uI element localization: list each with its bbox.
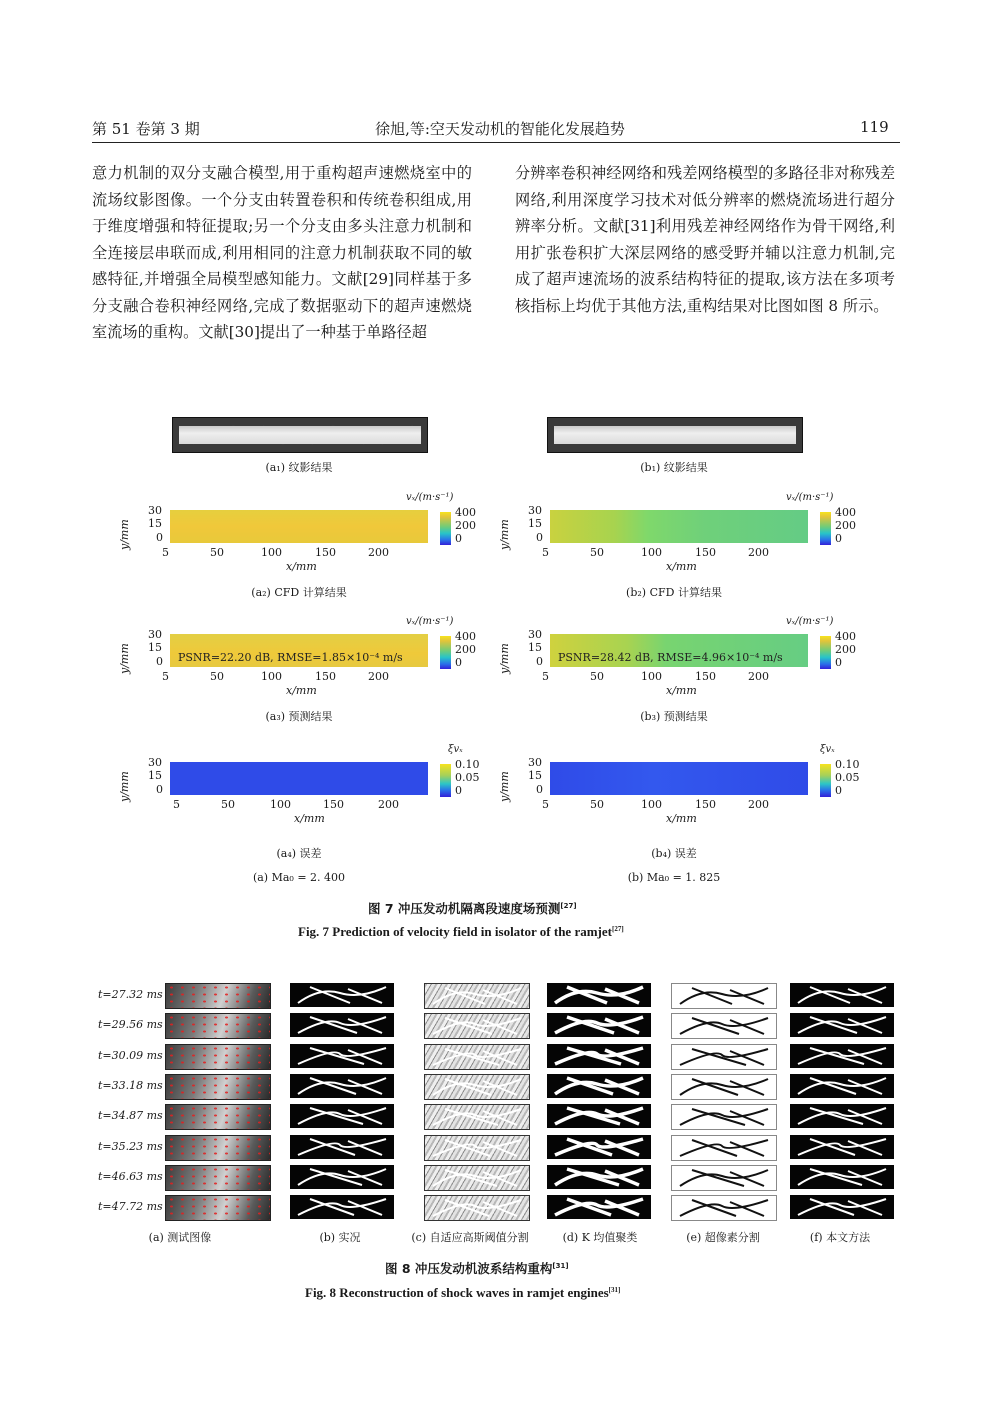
proposed-method-image [790,1044,894,1068]
kmeans-image [547,1135,651,1159]
column-label-gaussian: (c) 自适应高斯阈值分割 [411,1231,529,1244]
column-label-superpixel: (e) 超像素分割 [686,1231,760,1244]
y-tick: 0 [156,531,163,544]
y-tick: 30 [528,504,542,517]
y-tick: 0 [156,655,163,668]
right-column-text: 分辨率卷积神经网络和残差网络模型的多路径非对称残差网络,利用深度学习技术对低分辨率的燃烧流场进行超分辨率分析。文献[31]利用残差神经网络作为骨干网络,利用扩张卷积扩大深层网络的感受野并辅以注意力机制,完成了超声速流场的波系结构特征的提取,该方法在多项考核指标上均优于其他方法,重构结果对比图如图 8 所示。 [515,164,895,315]
gaussian-threshold-image [424,1135,530,1161]
colorbar-unit: vₓ/(m·s⁻¹) [406,492,454,503]
x-tick: 5 [162,546,169,559]
colorbar [820,512,831,545]
x-axis-label: x/mm [286,684,317,697]
colorbar-label: 400 [835,506,856,519]
caption-b1: (b₁) 纹影结果 [640,461,708,474]
time-label: t=27.32 ms [98,988,163,1001]
right-column [515,160,895,319]
x-tick: 5 [162,670,169,683]
y-tick: 30 [148,628,162,641]
superpixel-image [671,1104,777,1130]
figure7-caption-cn [368,899,577,917]
test-image [165,1195,271,1221]
x-tick: 5 [173,798,180,811]
x-tick: 150 [695,546,716,559]
x-tick: 100 [270,798,291,811]
proposed-method-image [790,1195,894,1219]
velocity-field-b3 [550,634,808,667]
case-label-b: (b) Ma₀ = 1. 825 [627,871,721,884]
groundtruth-image [290,1044,394,1068]
colorbar-label: 200 [455,519,476,532]
y-tick: 0 [536,655,543,668]
figure8-caption-en-text: Fig. 8 Reconstruction of shock waves in ramjet engines [305,1285,609,1300]
caption-a3: (a₃) 预测结果 [265,710,333,723]
groundtruth-image [290,1195,394,1219]
x-tick: 150 [323,798,344,811]
x-tick: 200 [748,546,769,559]
x-tick: 5 [542,798,549,811]
x-tick: 200 [378,798,399,811]
figure8-caption-en [305,1285,620,1301]
left-column-text: 意力机制的双分支融合模型,用于重构超声速燃烧室中的流场纹影图像。一个分支由转置卷积和传统卷积组成,用于维度增强和特征提取;另一个分支由多头注意力机制和全连接层串联而成,利用相同的注意力机制获取不同的敏感特征,并增强全局模型感知能力。文献[29]同样基于多分支融合卷积神经网络,完成了数据驱动下的超声速燃烧室流场的重构。文献[30]提出了一种基于单路径超 [92,164,472,341]
test-image [165,1165,271,1191]
time-label: t=47.72 ms [98,1200,163,1213]
time-label: t=34.87 ms [98,1109,163,1122]
superpixel-image [671,1165,777,1191]
x-tick: 150 [315,670,336,683]
schlieren-image-b1 [547,417,803,453]
proposed-method-image [790,1135,894,1159]
superpixel-image [671,1195,777,1221]
colorbar-label: 200 [835,519,856,532]
colorbar [820,764,831,797]
caption-a1: (a₁) 纹影结果 [265,461,333,474]
proposed-method-image [790,1013,894,1037]
case-label-a: (a) Ma₀ = 2. 400 [252,871,346,884]
proposed-method-image [790,1074,894,1098]
prediction-plot-b3 [498,616,858,699]
y-axis-label: y/mm [118,643,131,674]
x-tick: 150 [695,670,716,683]
velocity-field-a2 [170,510,428,543]
x-tick: 5 [542,670,549,683]
y-axis-label: y/mm [498,643,511,674]
x-tick: 200 [748,670,769,683]
time-label: t=46.63 ms [98,1170,163,1183]
x-tick: 100 [641,670,662,683]
x-tick: 200 [368,670,389,683]
time-label: t=30.09 ms [98,1049,163,1062]
x-tick: 200 [368,546,389,559]
y-tick: 15 [148,517,162,530]
colorbar-label: 0.05 [835,771,860,784]
y-tick: 0 [536,783,543,796]
x-tick: 50 [210,546,224,559]
velocity-field-a3 [170,634,428,667]
velocity-field-b2 [550,510,808,543]
groundtruth-image [290,983,394,1007]
colorbar-unit: vₓ/(m·s⁻¹) [406,616,454,627]
header-rule [92,142,900,143]
y-axis-label: y/mm [498,771,511,802]
figure8-caption-en-ref: [31] [608,1286,621,1294]
proposed-method-image [790,1165,894,1189]
x-tick: 5 [542,546,549,559]
kmeans-image [547,1165,651,1189]
time-label: t=35.23 ms [98,1140,163,1153]
test-image [165,983,271,1009]
x-tick: 50 [590,546,604,559]
groundtruth-image [290,1074,394,1098]
gaussian-threshold-image [424,983,530,1009]
gaussian-threshold-image [424,1104,530,1130]
superpixel-image [671,1074,777,1100]
y-tick: 30 [148,504,162,517]
test-image [165,1013,271,1039]
kmeans-image [547,1044,651,1068]
y-tick: 15 [528,517,542,530]
x-axis-label: x/mm [294,812,325,825]
colorbar-label: 400 [455,506,476,519]
x-tick: 100 [641,798,662,811]
journal-issue: 第 51 卷第 3 期 [92,120,200,138]
kmeans-image [547,1074,651,1098]
time-label: t=33.18 ms [98,1079,163,1092]
column-label-kmeans: (d) K 均值聚类 [562,1231,638,1244]
colorbar [820,636,831,669]
x-tick: 150 [315,546,336,559]
y-axis-label: y/mm [118,519,131,550]
colorbar-label: 0.10 [835,758,860,771]
colorbar-label: 200 [455,643,476,656]
y-tick: 15 [528,769,542,782]
cfd-plot-b2 [498,492,858,575]
figure8-caption-cn [385,1259,569,1277]
colorbar-label: 0 [455,532,462,545]
caption-a2: (a₂) CFD 计算结果 [251,586,347,599]
figure8-caption-cn-text: 图 8 冲压发动机波系结构重构 [385,1261,553,1276]
figure7-caption-en-ref: [27] [611,925,624,933]
metric-text-a3: PSNR=22.20 dB, RMSE=1.85×10⁻⁴ m/s [178,651,403,664]
schlieren-image-a1 [172,417,428,453]
page-number: 119 [860,118,889,136]
y-tick: 30 [528,628,542,641]
figure7-caption-en [298,924,624,940]
figure8-caption-cn-ref: [31] [552,1262,569,1270]
figure7-caption-cn-text: 图 7 冲压发动机隔离段速度场预测 [368,901,561,916]
y-tick: 30 [528,756,542,769]
gaussian-threshold-image [424,1195,530,1221]
colorbar-label: 400 [455,630,476,643]
column-label-test: (a) 测试图像 [148,1231,212,1244]
proposed-method-image [790,983,894,1007]
y-tick: 30 [148,756,162,769]
test-image [165,1044,271,1070]
cfd-plot-a2 [118,492,478,575]
kmeans-image [547,1013,651,1037]
kmeans-image [547,1195,651,1219]
figure7-caption-en-text: Fig. 7 Prediction of velocity field in isolator of the ramjet [298,924,612,939]
error-plot-b4 [498,744,860,827]
kmeans-image [547,1104,651,1128]
colorbar-label: 0 [455,784,462,797]
colorbar-unit: ξvₓ [448,744,463,755]
error-field-a4 [170,762,428,795]
x-tick: 50 [590,670,604,683]
caption-b3: (b₃) 预测结果 [640,710,708,723]
groundtruth-image [290,1135,394,1159]
colorbar [440,764,451,797]
colorbar-unit: vₓ/(m·s⁻¹) [786,492,834,503]
superpixel-image [671,1044,777,1070]
error-plot-a4 [118,744,480,827]
x-tick: 100 [261,670,282,683]
groundtruth-image [290,1013,394,1037]
colorbar-label: 200 [835,643,856,656]
test-image [165,1104,271,1130]
colorbar-label: 0 [835,656,842,669]
time-label: t=29.56 ms [98,1018,163,1031]
x-tick: 50 [590,798,604,811]
colorbar-label: 0 [835,532,842,545]
colorbar-unit: vₓ/(m·s⁻¹) [786,616,834,627]
y-axis-label: y/mm [498,519,511,550]
running-title: 徐旭,等:空天发动机的智能化发展趋势 [375,120,625,138]
y-tick: 15 [528,641,542,654]
x-tick: 100 [641,546,662,559]
x-axis-label: x/mm [666,560,697,573]
colorbar-label: 0 [455,656,462,669]
groundtruth-image [290,1165,394,1189]
x-axis-label: x/mm [666,684,697,697]
kmeans-image [547,983,651,1007]
y-tick: 15 [148,641,162,654]
y-tick: 0 [536,531,543,544]
x-tick: 200 [748,798,769,811]
groundtruth-image [290,1104,394,1128]
colorbar-label: 400 [835,630,856,643]
superpixel-image [671,983,777,1009]
proposed-method-image [790,1104,894,1128]
caption-b4: (b₄) 误差 [651,847,697,860]
left-column [92,160,472,346]
colorbar [440,636,451,669]
test-image [165,1074,271,1100]
column-label-groundtruth: (b) 实况 [319,1231,361,1244]
x-axis-label: x/mm [666,812,697,825]
x-axis-label: x/mm [286,560,317,573]
colorbar-label: 0 [835,784,842,797]
x-tick: 50 [221,798,235,811]
gaussian-threshold-image [424,1044,530,1070]
metric-text-b3: PSNR=28.42 dB, RMSE=4.96×10⁻⁴ m/s [558,651,783,664]
gaussian-threshold-image [424,1074,530,1100]
y-tick: 15 [148,769,162,782]
caption-b2: (b₂) CFD 计算结果 [626,586,722,599]
error-field-b4 [550,762,808,795]
superpixel-image [671,1135,777,1161]
x-tick: 150 [695,798,716,811]
gaussian-threshold-image [424,1165,530,1191]
test-image [165,1135,271,1161]
y-tick: 0 [156,783,163,796]
column-label-ours: (f) 本文方法 [809,1231,871,1244]
caption-a4: (a₄) 误差 [276,847,322,860]
x-tick: 50 [210,670,224,683]
colorbar-label: 0.05 [455,771,480,784]
gaussian-threshold-image [424,1013,530,1039]
superpixel-image [671,1013,777,1039]
colorbar-label: 0.10 [455,758,480,771]
colorbar-unit: ξvₓ [820,744,835,755]
colorbar [440,512,451,545]
figure7-caption-cn-ref: [27] [560,902,577,910]
x-tick: 100 [261,546,282,559]
prediction-plot-a3 [118,616,478,699]
y-axis-label: y/mm [118,771,131,802]
